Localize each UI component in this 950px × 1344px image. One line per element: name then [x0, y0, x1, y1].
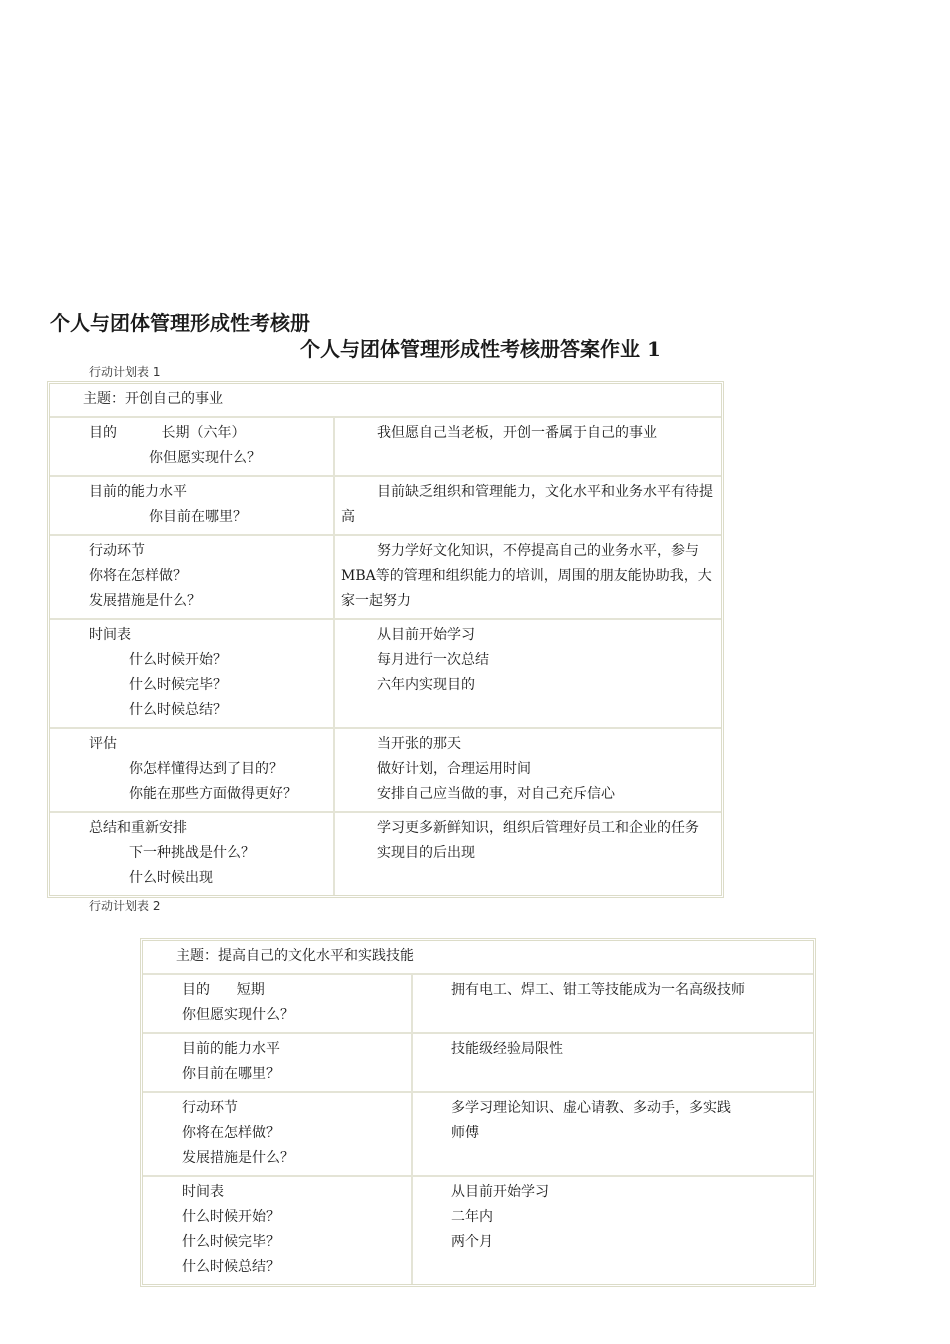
plan2-theme: 主题：提高自己的文化水平和实践技能	[176, 948, 414, 964]
plan1-row-schedule	[50, 618, 721, 727]
plan1-review-answer: 学习更多新鲜知识，组织后管理好员工和企业的任务 实现目的后出现	[377, 820, 699, 861]
plan2-goal-question: 目的 短期 你但愿实现什么？	[143, 975, 413, 1032]
plan1-review-question: 总结和重新安排 下一种挑战是什么？ 什么时候出现	[50, 813, 335, 895]
plan2-row-goal	[143, 973, 813, 1032]
plan2-row-schedule	[143, 1175, 813, 1284]
plan2-action-answer: 多学习理论知识、虚心请教、多动手，多实践 师傅	[451, 1100, 731, 1141]
plan1-goal-answer: 我但愿自己当老板，开创一番属于自己的事业	[377, 425, 657, 441]
plan1-action-answer: 努力学好文化知识，不停提高自己的业务水平，参与MBA等的管理和组织能力的培训，周围的朋友能协助我，大家一起努力	[341, 543, 712, 609]
plan1-label: 行动计划表 1	[89, 365, 161, 379]
plan2-label: 行动计划表 2	[89, 899, 161, 913]
plan2-schedule-answer: 从目前开始学习 二年内 两个月	[451, 1184, 549, 1250]
plan1-row-goal	[50, 416, 721, 475]
plan1-row-action	[50, 534, 721, 618]
plan1-schedule-question: 时间表 什么时候开始？ 什么时候完毕？ 什么时候总结？	[50, 620, 335, 727]
plan1-theme: 主题：开创自己的事业	[83, 391, 223, 407]
plan2-row-action	[143, 1091, 813, 1175]
plan1-schedule-answer: 从目前开始学习 每月进行一次总结 六年内实现目的	[377, 627, 489, 693]
plan1-ability-answer: 目前缺乏组织和管理能力，文化水平和业务水平有待提高	[341, 484, 713, 525]
plan2-ability-question: 目前的能力水平 你目前在哪里？	[143, 1034, 413, 1091]
plan1-theme-row	[50, 384, 721, 416]
plan2-row-ability	[143, 1032, 813, 1091]
plan2-theme-row	[143, 941, 813, 973]
plan1-table	[47, 381, 724, 898]
plan1-evaluation-question: 评估 你怎样懂得达到了目的？ 你能在那些方面做得更好？	[50, 729, 335, 811]
plan2-schedule-question: 时间表 什么时候开始？ 什么时候完毕？ 什么时候总结？	[143, 1177, 413, 1284]
plan2-table	[140, 938, 816, 1287]
document-title: 个人与团体管理形成性考核册	[50, 311, 310, 335]
plan1-evaluation-answer: 当开张的那天 做好计划，合理运用时间 安排自己应当做的事，对自己充斥信心	[377, 736, 615, 802]
document-subtitle: 个人与团体管理形成性考核册答案作业 1	[300, 337, 661, 361]
plan2-ability-answer: 技能级经验局限性	[451, 1041, 563, 1057]
plan1-goal-question: 目的 长期（六年） 你但愿实现什么？	[50, 418, 335, 475]
plan1-row-ability	[50, 475, 721, 534]
plan1-row-evaluation	[50, 727, 721, 811]
plan1-row-review	[50, 811, 721, 895]
plan1-action-question: 行动环节 你将在怎样做？ 发展措施是什么？	[50, 536, 335, 618]
plan2-goal-answer: 拥有电工、焊工、钳工等技能成为一名高级技师	[451, 982, 745, 998]
plan2-action-question: 行动环节 你将在怎样做？ 发展措施是什么？	[143, 1093, 413, 1175]
plan1-ability-question: 目前的能力水平 你目前在哪里？	[50, 477, 335, 534]
